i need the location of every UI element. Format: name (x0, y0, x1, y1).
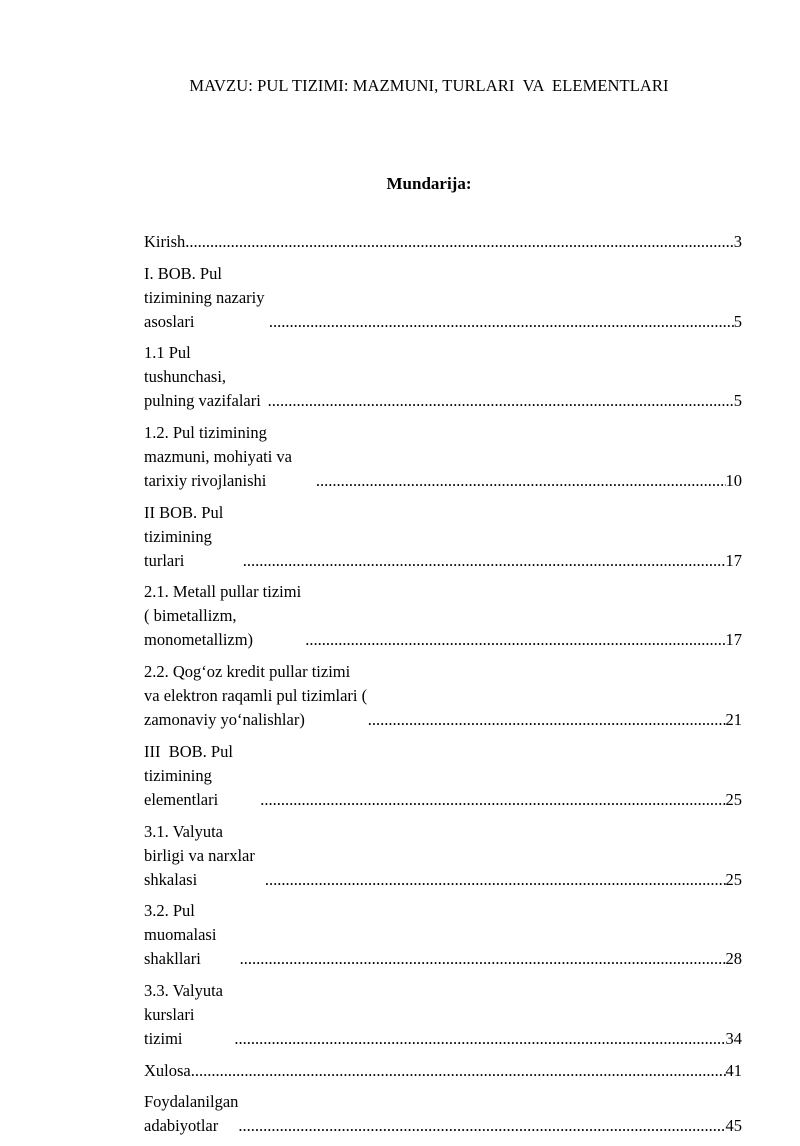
toc-entry-title: Xulosa (144, 1060, 191, 1080)
toc-entry-page: 10 (725, 471, 742, 491)
toc-heading: Mundarija: (386, 174, 472, 193)
dot-leader (269, 310, 734, 334)
toc-entry-page: 3 (733, 232, 742, 251)
dot-leader (316, 469, 726, 493)
toc-entry-page: 17 (725, 550, 742, 570)
toc-entry-page: 34 (725, 1028, 742, 1048)
toc-entry-title: Kirish (144, 232, 186, 251)
toc-entry-page: 5 (733, 391, 742, 411)
toc-entry-title: II BOB. Pul tizimining turlari (144, 502, 228, 570)
dot-leader (305, 628, 725, 652)
toc-entry-title: 2.1. Metall pullar tizimi ( bimetallizm, monometallizm) (144, 582, 306, 650)
toc-entry-chapter-1 (144, 262, 742, 334)
toc-entry-page: 25 (725, 869, 742, 889)
toc-entry-page: 5 (733, 311, 742, 331)
toc-entry-title: I. BOB. Pul tizimining nazariy asoslari (144, 263, 269, 331)
toc-entry-title: 2.2. Qog‘oz kredit pullar tizimi va elektron raqamli pul tizimlari ( zamonaviy yo‘nalishlar) (144, 662, 372, 730)
toc-entry-section-3-3 (144, 979, 742, 1051)
dot-leader (240, 947, 726, 971)
toc-entry-section-3-2 (144, 899, 742, 971)
toc-entry-title: 1.1 Pul tushunchasi, pulning vazifalari (144, 343, 261, 411)
toc-entry-title: 3.2. Pul muomalasi shakllari (144, 901, 221, 969)
toc-entry-page: 41 (725, 1060, 742, 1080)
dot-leader (238, 1114, 725, 1138)
toc-entry-page: 28 (725, 949, 742, 969)
toc-entry-section-2-2 (144, 660, 742, 732)
toc-entry-section-1-1 (144, 341, 742, 413)
dot-leader (243, 549, 726, 573)
toc-entry-page: 21 (725, 710, 742, 730)
dot-leader (260, 788, 725, 812)
dot-leader (185, 230, 734, 254)
dot-leader (368, 708, 726, 732)
dot-leader (265, 868, 726, 892)
toc-entry-xulosa (144, 1059, 742, 1083)
table-of-contents (144, 230, 742, 1146)
toc-entry-title: III BOB. Pul tizimining elementlari (144, 741, 238, 809)
dot-leader (268, 389, 734, 413)
toc-entry-section-3-1 (144, 820, 742, 892)
dot-leader (191, 1059, 726, 1083)
page-title: MAVZU: PUL TIZIMI: MAZMUNI, TURLARI VA ELEMENTLARI (189, 76, 669, 95)
toc-entry-page: 25 (725, 789, 742, 809)
toc-entry-chapter-3 (144, 740, 742, 812)
toc-entry-section-2-1 (144, 580, 742, 652)
toc-entry-kirish (144, 230, 742, 254)
toc-entry-references (144, 1090, 742, 1138)
toc-entry-title: 3.3. Valyuta kurslari tizimi (144, 980, 228, 1048)
toc-entry-section-1-2 (144, 421, 742, 493)
toc-entry-title: Foydalanilgan adabiyotlar (144, 1092, 243, 1136)
toc-entry-title: 1.2. Pul tizimining mazmuni, mohiyati va tarixiy rivojlanishi (144, 423, 297, 491)
toc-entry-page: 17 (725, 630, 742, 650)
toc-entry-page: 45 (725, 1116, 742, 1136)
dot-leader (234, 1027, 725, 1051)
toc-entry-chapter-2 (144, 501, 742, 573)
toc-entry-title: 3.1. Valyuta birligi va narxlar shkalasi (144, 821, 260, 889)
